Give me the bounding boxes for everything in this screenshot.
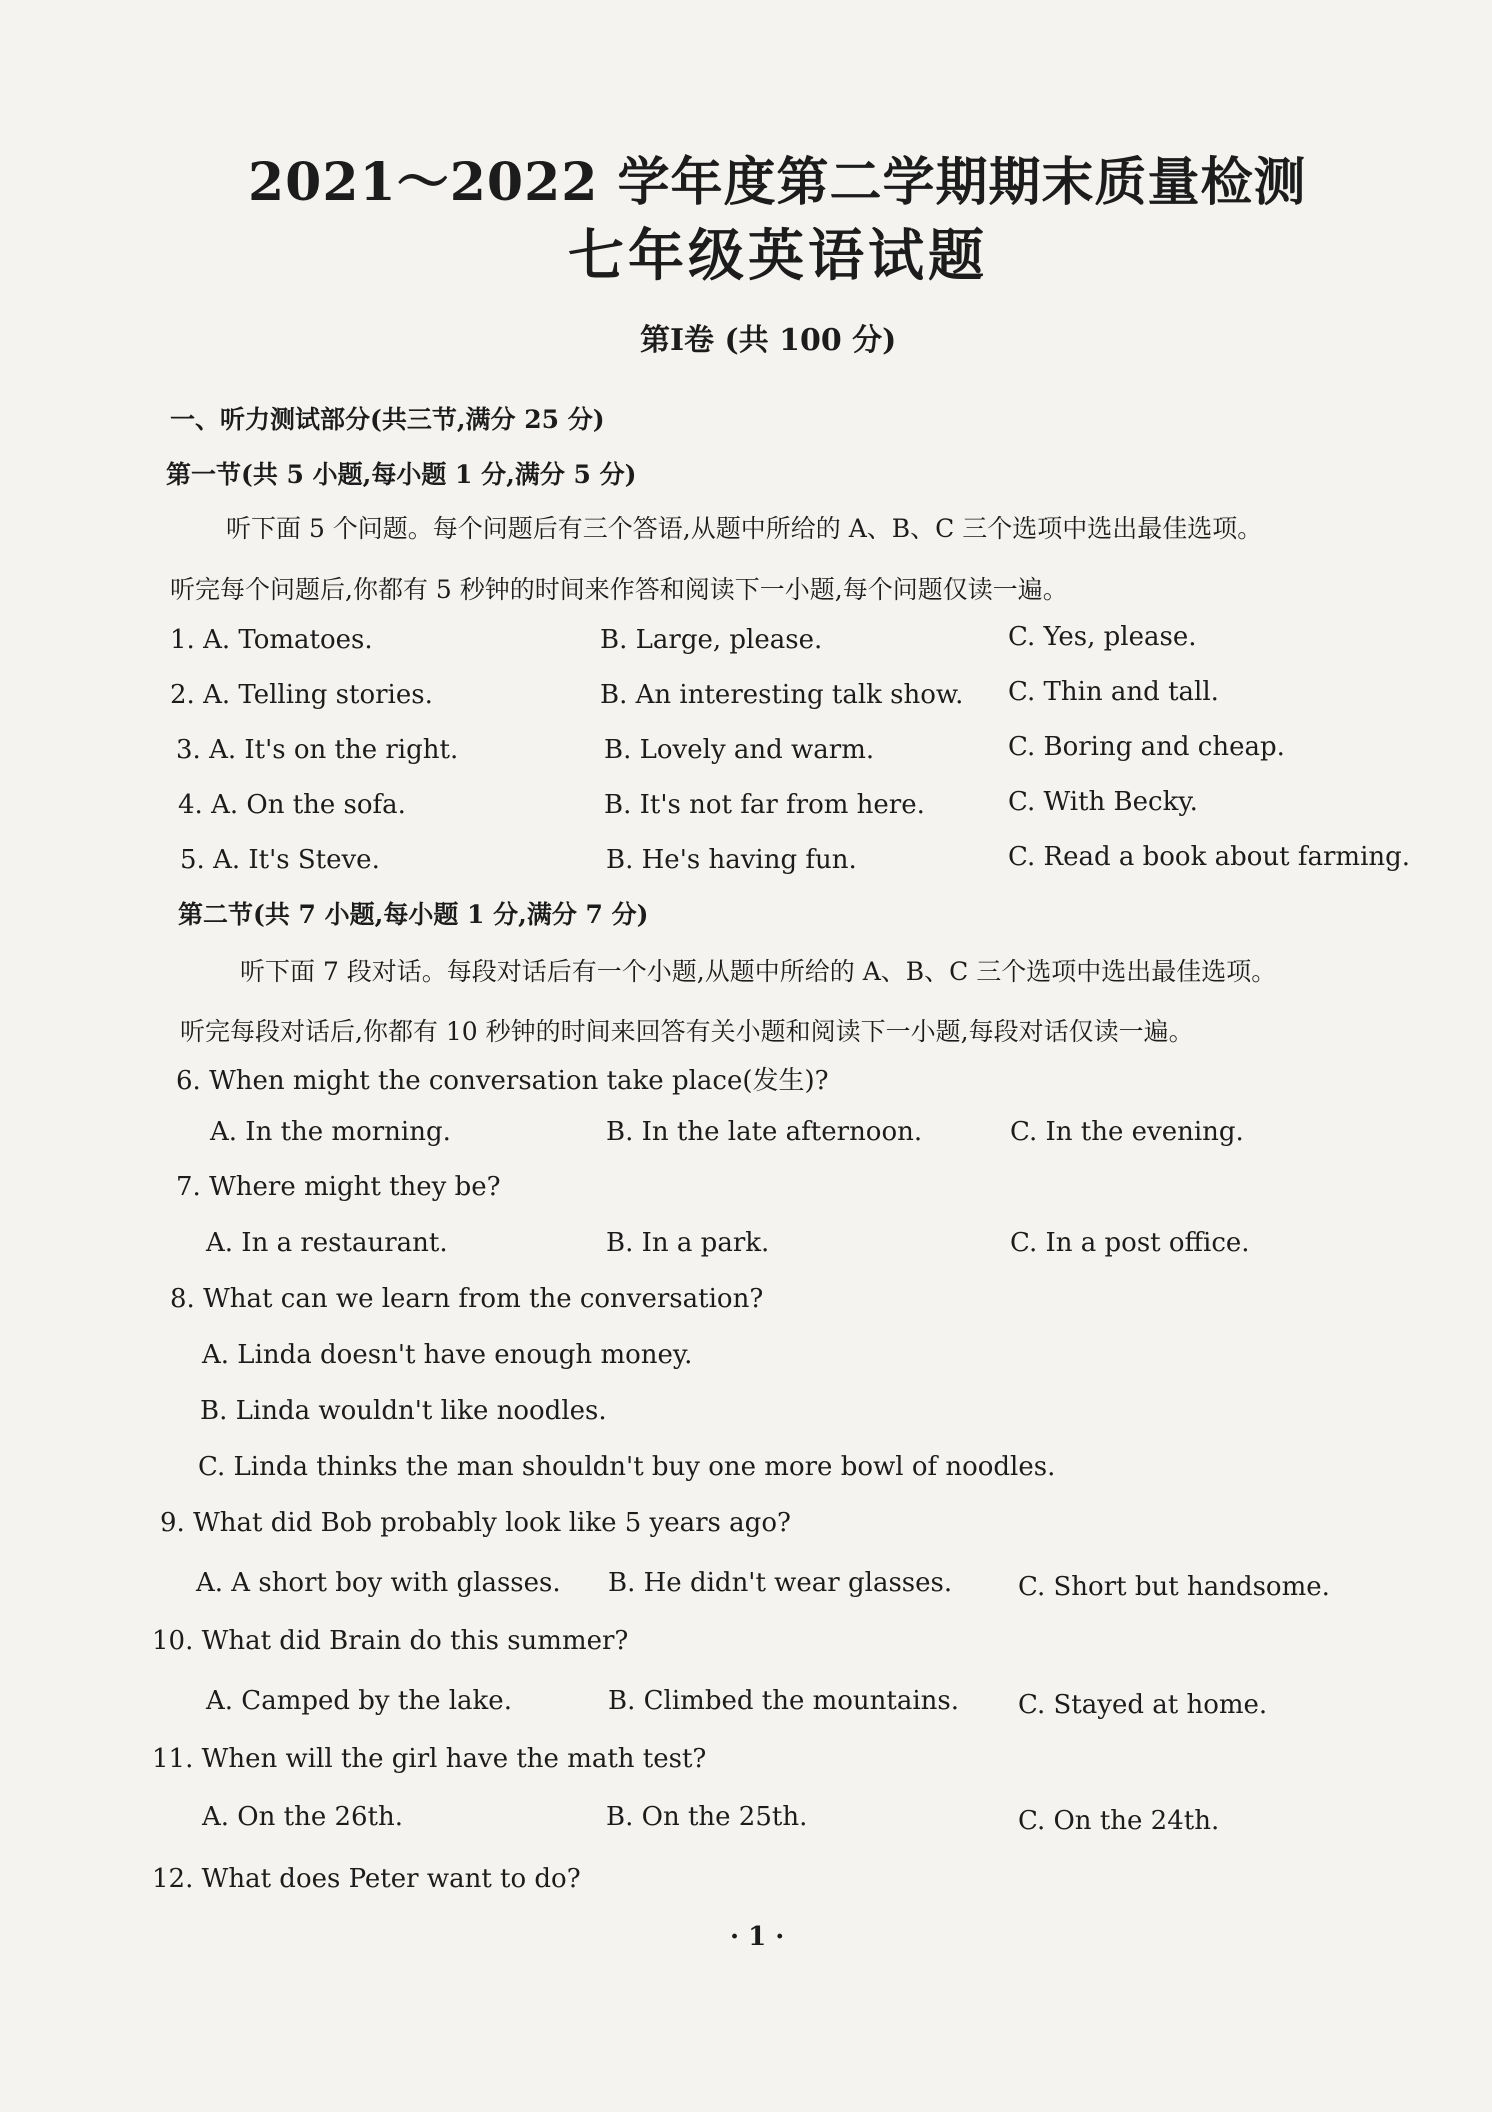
exam-title: 2021～2022 学年度第二学期期末质量检测 [248, 152, 1307, 213]
q11-stem: 11. When will the girl have the math test? [152, 1744, 707, 1774]
section2-instructions-line2: 听完每段对话后,你都有 10 秒钟的时间来回答有关小题和阅读下一小题,每段对话仅读一遍。 [180, 1017, 1194, 1046]
section1-instructions-line1: 听下面 5 个问题。每个问题后有三个答语,从题中所给的 A、B、C 三个选项中选出最佳选项。 [226, 514, 1263, 543]
q6-option-a: A. In the morning. [210, 1117, 451, 1147]
q5-option-c: C. Read a book about farming. [1008, 842, 1411, 872]
q7-stem: 7. Where might they be? [176, 1172, 501, 1202]
q7-option-c: C. In a post office. [1010, 1228, 1250, 1258]
q4-option-a: 4. A. On the sofa. [178, 790, 406, 820]
q5-option-b: B. He's having fun. [606, 845, 857, 875]
section1-heading: 第一节(共 5 小题,每小题 1 分,满分 5 分) [166, 460, 637, 489]
q3-option-c: C. Boring and cheap. [1008, 732, 1285, 762]
q8-option-a: A. Linda doesn't have enough money. [202, 1340, 693, 1370]
q1-option-c: C. Yes, please. [1008, 622, 1197, 652]
q9-option-c: C. Short but handsome. [1018, 1572, 1330, 1602]
q9-stem: 9. What did Bob probably look like 5 years ago? [160, 1508, 791, 1538]
q8-stem: 8. What can we learn from the conversation? [170, 1284, 764, 1314]
q11-option-a: A. On the 26th. [202, 1802, 404, 1832]
q2-option-c: C. Thin and tall. [1008, 677, 1219, 707]
q2-option-b: B. An interesting talk show. [600, 680, 964, 710]
q4-option-b: B. It's not far from here. [604, 790, 925, 820]
q1-option-a: 1. A. Tomatoes. [170, 625, 373, 655]
q12-stem: 12. What does Peter want to do? [152, 1864, 581, 1894]
q6-option-c: C. In the evening. [1010, 1117, 1244, 1147]
q2-option-a: 2. A. Telling stories. [170, 680, 433, 710]
q7-option-b: B. In a park. [606, 1228, 770, 1258]
q5-option-a: 5. A. It's Steve. [180, 845, 380, 875]
part1-heading: 一、听力测试部分(共三节,满分 25 分) [170, 405, 605, 434]
q9-option-a: A. A short boy with glasses. [196, 1568, 561, 1598]
q10-option-b: B. Climbed the mountains. [608, 1686, 960, 1716]
section2-heading: 第二节(共 7 小题,每小题 1 分,满分 7 分) [178, 900, 649, 929]
q7-option-a: A. In a restaurant. [206, 1228, 448, 1258]
q4-option-c: C. With Becky. [1008, 787, 1198, 817]
page-number: · 1 · [730, 1922, 785, 1952]
q6-stem: 6. When might the conversation take place(发生)? [176, 1066, 829, 1096]
q10-option-c: C. Stayed at home. [1018, 1690, 1268, 1720]
q1-option-b: B. Large, please. [600, 625, 823, 655]
q8-option-b: B. Linda wouldn't like noodles. [200, 1396, 607, 1426]
exam-subject: 七年级英语试题 [568, 223, 988, 289]
q9-option-b: B. He didn't wear glasses. [608, 1568, 953, 1598]
q10-option-a: A. Camped by the lake. [206, 1686, 512, 1716]
q10-stem: 10. What did Brain do this summer? [152, 1626, 629, 1656]
q3-option-a: 3. A. It's on the right. [176, 735, 459, 765]
q3-option-b: B. Lovely and warm. [604, 735, 875, 765]
volume-label: 第Ⅰ卷 (共 100 分) [640, 323, 897, 358]
q11-option-b: B. On the 25th. [606, 1802, 808, 1832]
q11-option-c: C. On the 24th. [1018, 1806, 1220, 1836]
section2-instructions-line1: 听下面 7 段对话。每段对话后有一个小题,从题中所给的 A、B、C 三个选项中选出最佳选项。 [240, 957, 1277, 986]
q8-option-c: C. Linda thinks the man shouldn't buy one more bowl of noodles. [198, 1452, 1056, 1482]
section1-instructions-line2: 听完每个问题后,你都有 5 秒钟的时间来作答和阅读下一小题,每个问题仅读一遍。 [170, 575, 1068, 604]
q6-option-b: B. In the late afternoon. [606, 1117, 923, 1147]
